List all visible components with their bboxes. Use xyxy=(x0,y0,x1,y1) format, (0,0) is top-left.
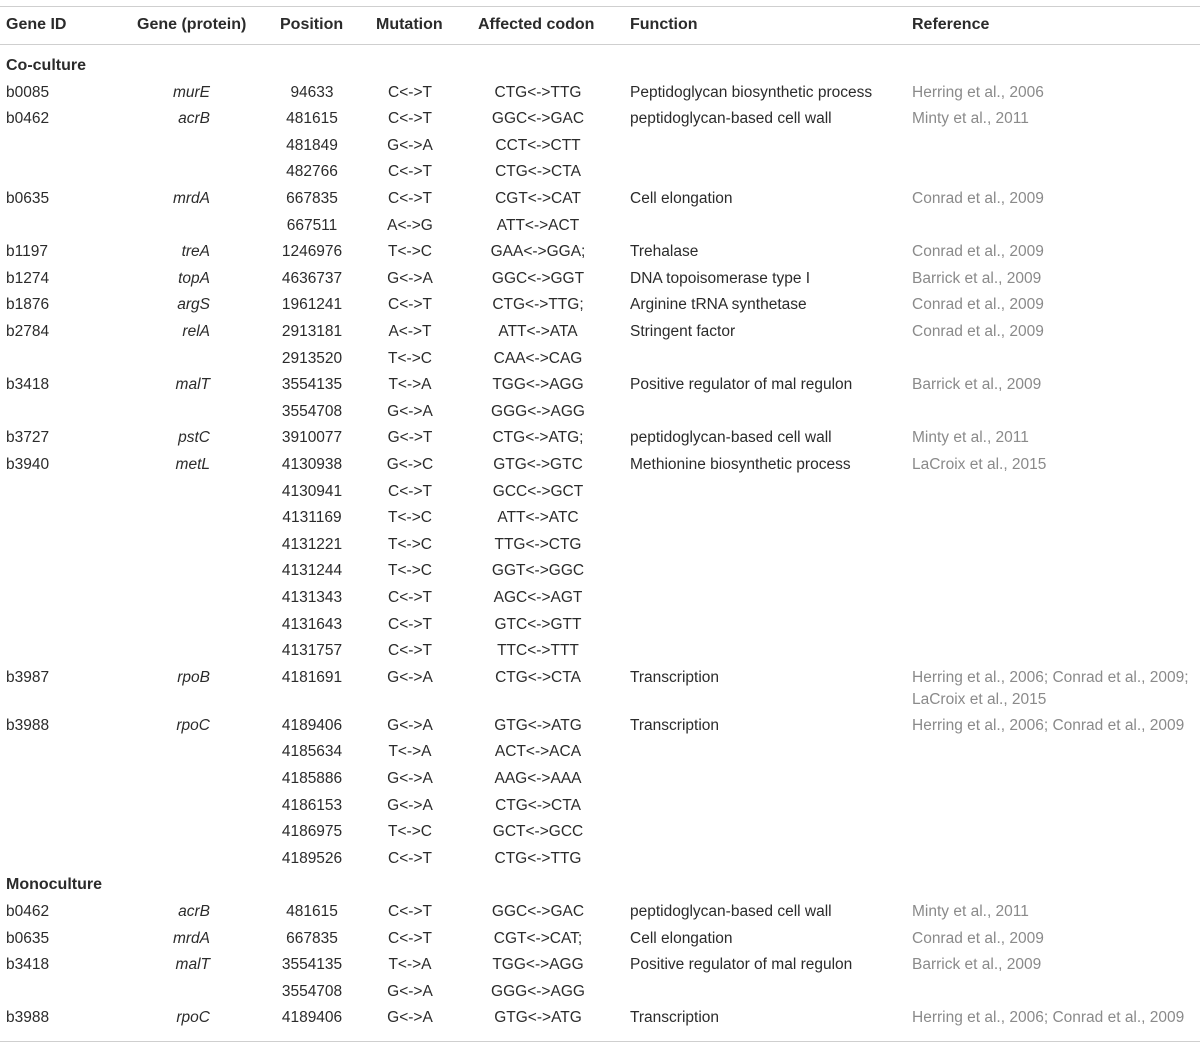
function-cell: Transcription xyxy=(630,1009,720,1027)
header-mutation: Mutation xyxy=(376,16,443,33)
function-cell: Positive regulator of mal regulon xyxy=(630,376,853,394)
mutation-cell: T<->C xyxy=(388,562,432,580)
position-cell: 4189406 xyxy=(281,1009,343,1027)
codon-cell: CGT<->CAT; xyxy=(493,929,583,947)
position-cell: 4131244 xyxy=(281,562,343,580)
mutation-cell: G<->A xyxy=(387,136,433,154)
codon-cell: CGT<->CAT xyxy=(495,190,581,207)
position-cell: 3554708 xyxy=(281,402,343,420)
position-cell: 4186975 xyxy=(281,823,343,841)
codon-cell: GTG<->ATG xyxy=(494,1009,582,1027)
mutation-cell: G<->C xyxy=(386,456,434,473)
codon-cell: CTG<->CTA xyxy=(495,796,581,814)
gene-protein-cell: treA xyxy=(181,243,210,261)
reference-cell: Barrick et al., 2009 xyxy=(912,956,1042,974)
header-gene-id: Gene ID xyxy=(6,16,67,33)
gene-protein-cell: malT xyxy=(175,956,210,974)
position-cell: 3910077 xyxy=(281,429,343,447)
mutation-cell: G<->T xyxy=(387,429,433,447)
header-function: Function xyxy=(630,16,698,33)
reference-cell: LaCroix et al., 2015 xyxy=(912,456,1047,473)
position-cell: 4131643 xyxy=(281,615,343,633)
codon-cell: GCT<->GCC xyxy=(492,823,584,841)
position-cell: 4131169 xyxy=(282,509,342,527)
mutation-cell: G<->A xyxy=(387,668,433,686)
mutation-cell: T<->A xyxy=(388,743,432,761)
gene-protein-cell: rpoC xyxy=(176,716,210,734)
reference-cell: Minty et al., 2011 xyxy=(912,110,1029,128)
function-cell: peptidoglycan-based cell wall xyxy=(630,110,832,128)
reference-cell: Minty et al., 2011 xyxy=(912,429,1029,447)
gene-protein-cell: mrdA xyxy=(172,190,210,207)
gene-protein-cell: topA xyxy=(178,269,210,287)
header-affected-codon: Affected codon xyxy=(478,16,595,33)
position-cell: 4186153 xyxy=(281,796,343,814)
position-cell: 1961241 xyxy=(281,296,343,314)
codon-cell: GGT<->GGC xyxy=(491,562,585,580)
gene-id-cell: b3940 xyxy=(6,456,50,473)
function-cell: Trehalase xyxy=(630,243,699,261)
position-cell: 1246976 xyxy=(281,243,343,261)
codon-cell: CTG<->ATG; xyxy=(492,429,584,447)
mutation-cell: T<->C xyxy=(388,349,432,367)
codon-cell: TTG<->CTG xyxy=(494,535,582,553)
function-cell: Stringent factor xyxy=(630,323,736,340)
codon-cell: GGG<->AGG xyxy=(491,982,585,1000)
position-cell: 94633 xyxy=(290,83,334,101)
position-cell: 4189526 xyxy=(281,849,343,867)
gene-protein-cell: mrdA xyxy=(172,929,210,947)
header-reference: Reference xyxy=(912,16,990,33)
mutation-cell: C<->T xyxy=(388,110,432,128)
codon-cell: CTG<->TTG xyxy=(494,83,582,101)
gene-id-cell: b3418 xyxy=(6,956,50,974)
codon-cell: GGG<->AGG xyxy=(491,402,585,420)
position-cell: 667511 xyxy=(286,216,338,234)
reference-cell: Herring et al., 2006 xyxy=(912,83,1044,101)
gene-protein-cell: acrB xyxy=(178,903,210,920)
gene-protein-cell: rpoB xyxy=(177,668,210,686)
position-cell: 4130938 xyxy=(281,456,343,473)
function-cell: Transcription xyxy=(630,716,720,734)
mutation-cell: G<->A xyxy=(387,770,433,787)
codon-cell: TTC<->TTT xyxy=(497,642,579,660)
mutation-cell: G<->A xyxy=(387,716,433,734)
codon-cell: ATT<->ATC xyxy=(497,509,579,527)
gene-id-cell: b3987 xyxy=(6,668,50,686)
codon-cell: AGC<->AGT xyxy=(493,589,583,606)
function-cell: peptidoglycan-based cell wall xyxy=(630,429,832,447)
section-title: Co-culture xyxy=(6,57,86,74)
mutation-cell: T<->C xyxy=(388,535,432,553)
codon-cell: CTG<->TTG; xyxy=(492,296,584,314)
reference-cell: Herring et al., 2006; Conrad et al., 2009 xyxy=(912,1009,1185,1027)
position-cell: 3554135 xyxy=(281,376,343,394)
gene-id-cell: b3988 xyxy=(6,1009,50,1027)
gene-id-cell: b0085 xyxy=(6,83,50,101)
gene-id-cell: b0635 xyxy=(6,190,50,207)
mutation-cell: C<->T xyxy=(388,296,432,314)
mutation-cell: C<->T xyxy=(388,83,432,101)
gene-id-cell: b0635 xyxy=(6,929,50,947)
codon-cell: CTG<->TTG xyxy=(494,849,582,867)
mutation-cell: T<->C xyxy=(388,243,432,261)
reference-cell: Conrad et al., 2009 xyxy=(912,296,1044,314)
codon-cell: GGC<->GAC xyxy=(491,903,585,920)
position-cell: 4636737 xyxy=(281,269,343,287)
gene-protein-cell: malT xyxy=(175,376,210,394)
header-position: Position xyxy=(280,16,344,33)
codon-cell: CTG<->CTA xyxy=(495,163,581,181)
gene-protein-cell: murE xyxy=(172,83,210,101)
gene-protein-cell: relA xyxy=(182,323,210,340)
mutation-cell: G<->A xyxy=(387,269,433,287)
codon-cell: GGC<->GGT xyxy=(491,269,585,287)
mutation-cell: G<->A xyxy=(387,402,433,420)
position-cell: 2913181 xyxy=(281,323,343,340)
position-cell: 667835 xyxy=(286,190,338,207)
reference-cell: Herring et al., 2006; Conrad et al., 2009 xyxy=(912,716,1185,734)
codon-cell: ACT<->ACA xyxy=(494,743,582,761)
codon-cell: CAA<->CAG xyxy=(493,349,583,367)
codon-cell: TGG<->AGG xyxy=(492,376,584,394)
function-cell: Cell elongation xyxy=(630,929,733,947)
position-cell: 3554135 xyxy=(281,956,343,974)
codon-cell: GTG<->ATG xyxy=(494,716,582,734)
position-cell: 4189406 xyxy=(281,716,343,734)
function-cell: Transcription xyxy=(630,668,720,686)
reference-cell: Minty et al., 2011 xyxy=(912,903,1029,920)
gene-id-cell: b0462 xyxy=(6,110,50,128)
codon-cell: GTG<->GTC xyxy=(493,456,583,473)
codon-cell: AAG<->AAA xyxy=(494,770,582,787)
codon-cell: CTG<->CTA xyxy=(495,668,581,686)
position-cell: 482766 xyxy=(286,163,338,181)
header-gene-protein: Gene (protein) xyxy=(137,16,247,33)
position-cell: 3554708 xyxy=(281,982,343,1000)
section-title: Monoculture xyxy=(6,876,102,894)
codon-cell: GAA<->GGA; xyxy=(490,243,586,261)
mutation-cell: C<->T xyxy=(388,190,432,207)
mutation-cell: T<->C xyxy=(388,823,432,841)
gene-protein-cell: pstC xyxy=(178,429,210,447)
gene-protein-cell: argS xyxy=(177,296,210,314)
codon-cell: TGG<->AGG xyxy=(492,956,584,974)
gene-id-cell: b0462 xyxy=(6,903,50,920)
mutation-cell: C<->T xyxy=(388,903,432,920)
position-cell: 4185634 xyxy=(281,743,343,761)
position-cell: 2913520 xyxy=(281,349,343,367)
position-cell: 4185886 xyxy=(281,770,343,787)
codon-cell: CCT<->CTT xyxy=(495,136,581,154)
position-cell: 4131343 xyxy=(281,589,343,606)
gene-protein-cell: metL xyxy=(175,456,210,473)
mutation-cell: T<->C xyxy=(388,509,432,527)
function-cell: Arginine tRNA synthetase xyxy=(630,296,807,314)
reference-cell: Conrad et al., 2009 xyxy=(912,323,1044,340)
position-cell: 481615 xyxy=(286,903,338,920)
mutation-cell: C<->T xyxy=(388,163,432,181)
reference-cell: Conrad et al., 2009 xyxy=(912,243,1044,261)
gene-protein-cell: acrB xyxy=(178,110,210,128)
mutation-cell: C<->T xyxy=(388,615,432,633)
mutation-cell: C<->T xyxy=(388,482,432,500)
codon-cell: GTC<->GTT xyxy=(494,615,582,633)
table-bottom-rule xyxy=(0,1041,1200,1042)
codon-cell: ATT<->ATA xyxy=(498,323,578,340)
mutation-cell: G<->A xyxy=(387,1009,433,1027)
reference-cell: Conrad et al., 2009 xyxy=(912,190,1044,207)
gene-id-cell: b3988 xyxy=(6,716,50,734)
codon-cell: GGC<->GAC xyxy=(491,110,585,128)
codon-cell: ATT<->ACT xyxy=(496,216,580,234)
gene-id-cell: b2784 xyxy=(6,323,50,340)
position-cell: 4130941 xyxy=(281,482,343,500)
function-cell: DNA topoisomerase type I xyxy=(630,269,811,287)
mutation-cell: C<->T xyxy=(388,929,432,947)
reference-cell: Barrick et al., 2009 xyxy=(912,269,1042,287)
codon-cell: GCC<->GCT xyxy=(492,482,584,500)
gene-id-cell: b1197 xyxy=(6,243,48,261)
mutation-cell: C<->T xyxy=(388,849,432,867)
function-cell: Peptidoglycan biosynthetic process xyxy=(630,83,873,101)
reference-cell: Barrick et al., 2009 xyxy=(912,376,1042,394)
gene-id-cell: b3418 xyxy=(6,376,50,394)
mutation-cell: G<->A xyxy=(387,796,433,814)
mutation-cell: C<->T xyxy=(388,589,432,606)
gene-id-cell: b1274 xyxy=(6,269,50,287)
function-cell: Methionine biosynthetic process xyxy=(630,456,851,473)
position-cell: 481615 xyxy=(286,110,338,128)
mutation-cell: A<->T xyxy=(388,323,432,340)
mutation-cell: G<->A xyxy=(387,982,433,1000)
gene-id-cell: b1876 xyxy=(6,296,50,314)
position-cell: 4131221 xyxy=(281,535,343,553)
mutation-cell: C<->T xyxy=(388,642,432,660)
reference-cell: Conrad et al., 2009 xyxy=(912,929,1044,947)
position-cell: 481849 xyxy=(286,136,338,154)
function-cell: Cell elongation xyxy=(630,190,733,207)
gene-protein-cell: rpoC xyxy=(176,1009,210,1027)
mutation-cell: A<->G xyxy=(387,216,433,234)
mutation-cell: T<->A xyxy=(388,376,432,394)
position-cell: 4181691 xyxy=(281,668,343,686)
function-cell: peptidoglycan-based cell wall xyxy=(630,903,832,920)
mutation-cell: T<->A xyxy=(388,956,432,974)
position-cell: 4131757 xyxy=(281,642,343,660)
reference-cell: Herring et al., 2006; Conrad et al., 2009; LaCroix et al., 2015 xyxy=(912,668,1189,708)
gene-id-cell: b3727 xyxy=(6,429,50,447)
position-cell: 667835 xyxy=(286,929,338,947)
function-cell: Positive regulator of mal regulon xyxy=(630,956,853,974)
